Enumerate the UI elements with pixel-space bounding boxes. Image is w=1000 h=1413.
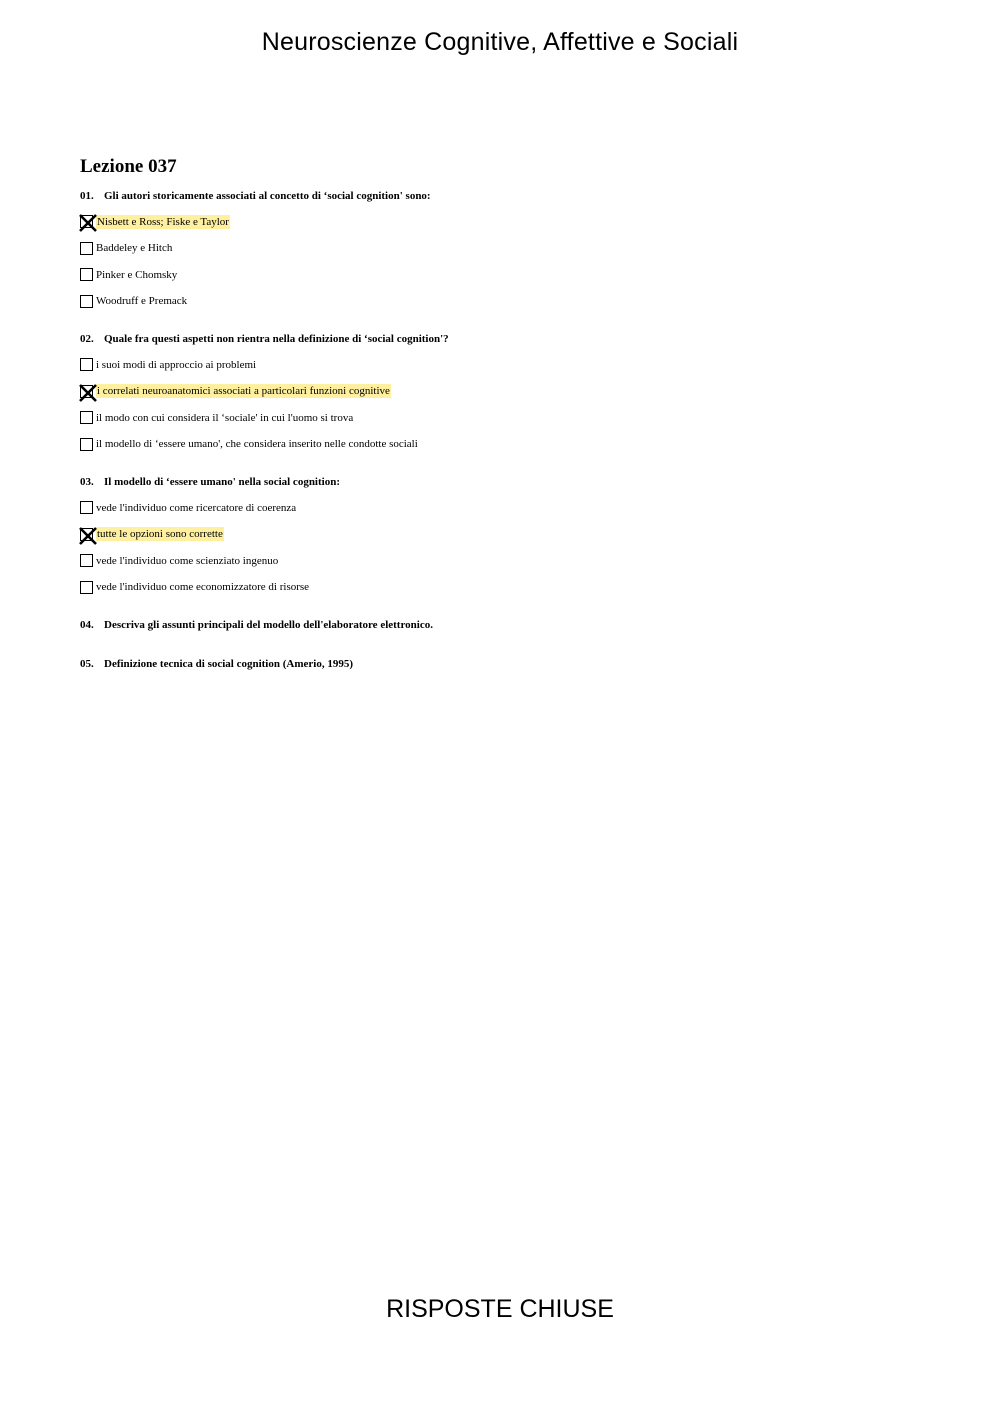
option-label-correct: tutte le opzioni sono corrette <box>97 528 223 540</box>
question-prompt: Gli autori storicamente associati al concetto di ‘social cognition' sono: <box>104 190 431 202</box>
question-02 <box>80 331 940 453</box>
question-03 <box>80 474 940 596</box>
option-label: Pinker e Chomsky <box>96 268 178 281</box>
open-question-05 <box>80 656 940 672</box>
x-mark-icon <box>78 383 98 403</box>
answer-option[interactable] <box>80 499 940 516</box>
option-label: Woodruff e Premack <box>96 295 188 307</box>
option-label-correct: i correlati neuroanatomici associati a particolari funzioni cognitive <box>97 385 390 397</box>
question-text <box>80 188 940 204</box>
x-mark-icon <box>78 213 98 233</box>
question-prompt: Descriva gli assunti principali del modello dell'elaboratore elettronico. <box>104 619 433 631</box>
answer-option[interactable] <box>80 579 940 596</box>
question-01 <box>80 188 940 310</box>
option-label: vede l'individuo come economizzatore di risorse <box>96 581 310 593</box>
question-text <box>80 331 940 347</box>
answer-option[interactable] <box>80 240 940 257</box>
checkbox[interactable] <box>80 295 93 308</box>
question-text <box>80 474 940 490</box>
question-number: 04. <box>80 619 94 631</box>
option-label: vede l'individuo come ricercatore di coerenza <box>96 501 297 514</box>
checkbox[interactable] <box>80 501 93 514</box>
answer-option[interactable] <box>80 552 940 569</box>
question-prompt: Quale fra questi aspetti non rientra nella definizione di ‘social cognition'? <box>104 333 449 345</box>
question-prompt: Il modello di ‘essere umano' nella social cognition: <box>104 476 340 488</box>
x-mark-icon <box>78 526 98 546</box>
question-number: 03. <box>80 476 94 488</box>
answer-option[interactable] <box>80 436 940 453</box>
answer-option[interactable] <box>80 293 940 310</box>
option-label-correct: Nisbett e Ross; Fiske e Taylor <box>97 215 229 228</box>
question-number: 01. <box>80 190 94 202</box>
option-label: il modo con cui considera il ‘sociale' in cui l'uomo si trova <box>96 411 354 424</box>
question-number: 02. <box>80 333 94 345</box>
checkbox[interactable] <box>80 268 93 281</box>
checkbox[interactable] <box>80 358 93 371</box>
checkbox[interactable] <box>80 554 93 567</box>
checkbox[interactable] <box>80 242 93 255</box>
option-label: i suoi modi di approccio ai problemi <box>96 358 257 371</box>
option-label: il modello di ‘essere umano', che considera inserito nelle condotte sociali <box>96 438 418 450</box>
option-label: vede l'individuo come scienziato ingenuo <box>96 554 279 567</box>
open-question-04 <box>80 617 940 633</box>
page-footer-label: RISPOSTE CHIUSE <box>386 1295 614 1323</box>
answer-option[interactable] <box>80 356 940 373</box>
quiz-content <box>80 156 940 695</box>
question-prompt: Definizione tecnica di social cognition (Amerio, 1995) <box>104 658 353 670</box>
checkbox[interactable] <box>80 411 93 424</box>
answer-option[interactable] <box>80 383 940 400</box>
answer-option[interactable] <box>80 526 940 543</box>
option-label: Baddeley e Hitch <box>96 242 173 254</box>
lesson-title: Lezione 037 <box>80 156 177 177</box>
answer-option[interactable] <box>80 213 940 230</box>
checkbox[interactable] <box>80 438 93 451</box>
answer-option[interactable] <box>80 409 940 426</box>
checkbox-checked[interactable] <box>80 528 93 541</box>
question-number: 05. <box>80 658 94 670</box>
page-header-title: Neuroscienze Cognitive, Affettive e Sociali <box>261 28 739 56</box>
answer-option[interactable] <box>80 266 940 283</box>
checkbox-checked[interactable] <box>80 215 93 228</box>
checkbox[interactable] <box>80 581 93 594</box>
checkbox-checked[interactable] <box>80 385 93 398</box>
